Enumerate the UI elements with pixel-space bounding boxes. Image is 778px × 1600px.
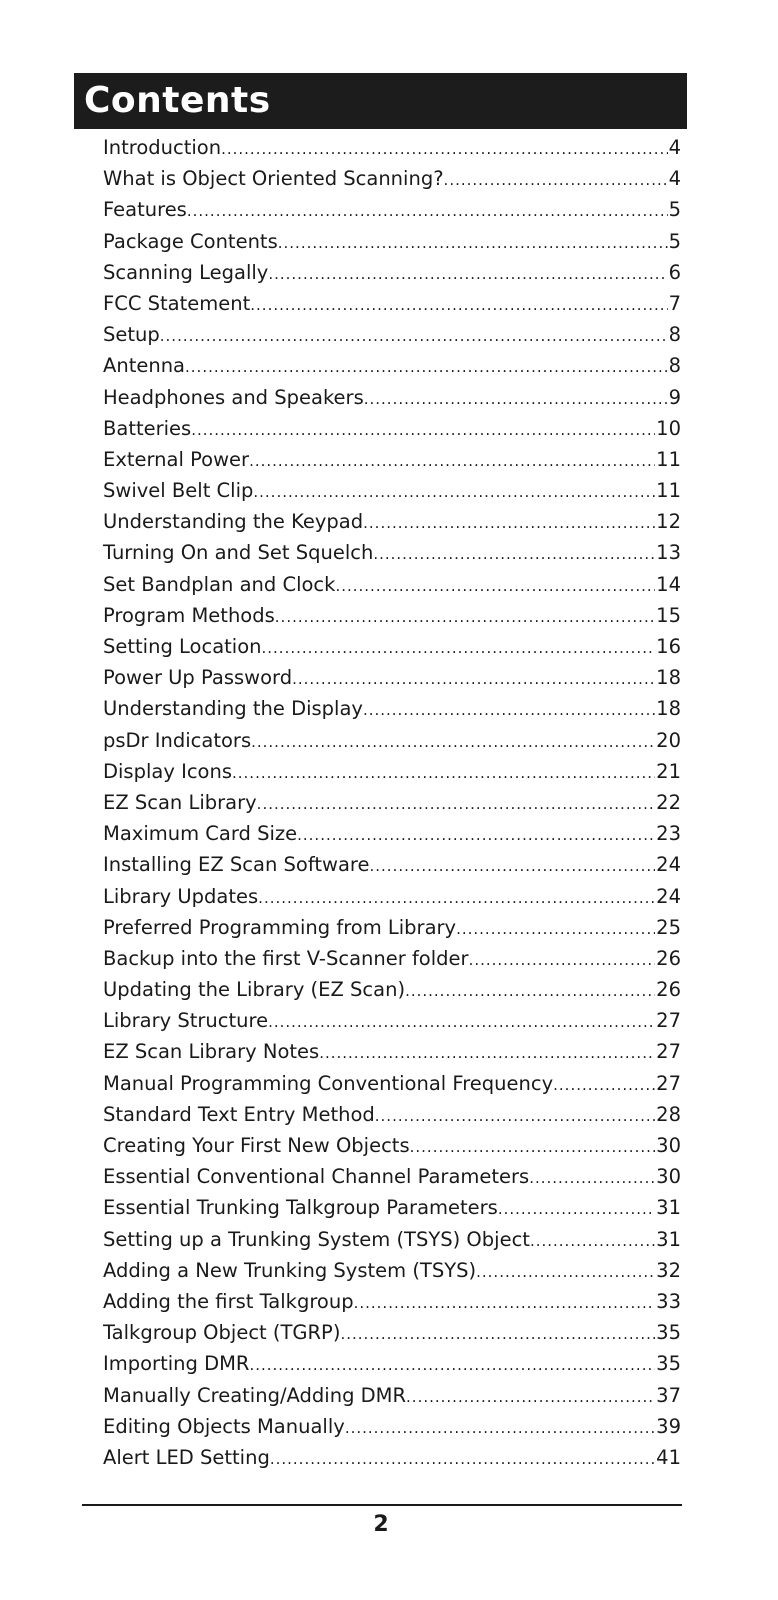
dot-leader (251, 727, 655, 756)
toc-entry[interactable] (103, 1192, 681, 1223)
dot-leader (363, 508, 655, 537)
dot-leader (335, 571, 655, 600)
toc-entry-page: 12 (656, 510, 681, 534)
dot-leader (249, 446, 655, 475)
dot-leader (363, 695, 655, 724)
toc-entry-page: 4 (668, 167, 681, 191)
toc-entry-title: Adding a New Trunking System (TSYS) (103, 1258, 477, 1282)
dot-leader (258, 883, 655, 912)
dot-leader (249, 1350, 655, 1379)
toc-entry-page: 35 (656, 1321, 681, 1345)
toc-entry-page: 25 (656, 915, 681, 939)
toc-entry[interactable] (103, 506, 681, 537)
dot-leader (373, 539, 655, 568)
toc-entry-page: 4 (668, 136, 681, 159)
toc-entry-page: 26 (656, 946, 681, 970)
toc-entry[interactable] (103, 1130, 681, 1161)
dot-leader (456, 914, 655, 943)
toc-entry-title: Scanning Legally (103, 260, 269, 284)
page-number: 2 (373, 1512, 389, 1537)
toc-entry-title: Batteries (103, 416, 192, 440)
toc-entry-title: Swivel Belt Clip (103, 479, 254, 503)
toc-entry[interactable] (103, 974, 681, 1005)
toc-entry-title: Introduction (103, 136, 222, 159)
dot-leader (405, 976, 655, 1005)
toc-entry[interactable] (103, 943, 681, 974)
table-of-contents (103, 132, 681, 1473)
toc-entry-page: 18 (656, 666, 681, 690)
dot-leader (275, 602, 655, 631)
toc-entry[interactable] (103, 537, 681, 568)
toc-entry-title: EZ Scan Library (103, 790, 257, 814)
toc-entry-page: 5 (668, 229, 681, 253)
toc-entry-title: Editing Objects Manually (103, 1414, 345, 1438)
toc-entry-title: Importing DMR (103, 1352, 250, 1376)
toc-entry-title: Set Bandplan and Clock (103, 572, 336, 596)
toc-entry[interactable] (103, 132, 681, 163)
toc-entry[interactable] (103, 257, 681, 288)
toc-entry-title: Understanding the Keypad (103, 510, 364, 534)
toc-entry[interactable] (103, 600, 681, 631)
toc-entry-title: Program Methods (103, 603, 275, 627)
toc-entry-title: What is Object Oriented Scanning? (103, 167, 444, 191)
dot-leader (232, 758, 655, 787)
toc-entry[interactable] (103, 818, 681, 849)
toc-entry[interactable] (103, 1099, 681, 1130)
toc-entry-page: 37 (656, 1383, 681, 1407)
toc-entry-page: 11 (656, 447, 681, 471)
dot-leader (319, 1038, 655, 1067)
toc-entry[interactable] (103, 1005, 681, 1036)
dot-leader (185, 352, 668, 381)
toc-entry-page: 41 (656, 1445, 681, 1469)
toc-entry[interactable] (103, 382, 681, 413)
dot-leader (370, 851, 656, 880)
toc-entry-page: 31 (656, 1196, 681, 1220)
dot-leader (221, 134, 667, 163)
toc-entry-page: 14 (656, 572, 681, 596)
dot-leader (553, 1070, 655, 1099)
toc-entry[interactable] (103, 413, 681, 444)
toc-entry-page: 10 (656, 416, 681, 440)
toc-entry-title: Setting Location (103, 635, 262, 658)
toc-entry[interactable] (103, 787, 681, 818)
toc-entry[interactable] (103, 288, 681, 319)
toc-entry-title: Maximum Card Size (103, 822, 298, 846)
dot-leader (345, 1413, 655, 1442)
toc-entry[interactable] (103, 662, 681, 693)
toc-entry-page: 35 (656, 1352, 681, 1376)
toc-entry-title: Manual Programming Conventional Frequency (103, 1071, 554, 1095)
toc-entry-title: Power Up Password (103, 666, 293, 690)
toc-entry-title: Essential Trunking Talkgroup Parameters (103, 1196, 498, 1220)
toc-entry-page: 6 (668, 260, 681, 284)
toc-entry[interactable] (103, 1442, 681, 1473)
dot-leader (292, 664, 655, 693)
toc-entry-title: FCC Statement (103, 291, 251, 315)
toc-entry-page: 7 (668, 291, 681, 315)
toc-entry[interactable] (103, 1411, 681, 1442)
toc-entry-page: 8 (668, 354, 681, 378)
toc-entry-title: Library Structure (103, 1009, 269, 1033)
toc-entry[interactable] (103, 1255, 681, 1286)
toc-entry-title: psDr Indicators (103, 728, 252, 752)
footer-divider (82, 1504, 682, 1506)
toc-entry-title: Antenna (103, 354, 186, 378)
toc-entry[interactable] (103, 1286, 681, 1317)
dot-leader (297, 820, 655, 849)
toc-entry-title: External Power (103, 447, 250, 471)
toc-entry[interactable] (103, 881, 681, 912)
dot-leader (160, 321, 668, 350)
toc-entry-title: Headphones and Speakers (103, 385, 364, 409)
toc-entry-page: 27 (656, 1009, 681, 1033)
toc-entry[interactable] (103, 912, 681, 943)
toc-entry[interactable] (103, 849, 681, 880)
toc-entry-page: 39 (656, 1414, 681, 1438)
toc-entry-page: 22 (656, 790, 681, 814)
toc-entry[interactable] (103, 163, 681, 194)
toc-entry[interactable] (103, 1224, 681, 1255)
dot-leader (278, 228, 668, 257)
toc-entry[interactable] (103, 319, 681, 350)
dot-leader (187, 196, 668, 225)
toc-entry-page: 28 (656, 1102, 681, 1126)
toc-entry-title: Setting up a Trunking System (TSYS) Object (103, 1227, 530, 1251)
toc-entry-title: Preferred Programming from Library (103, 915, 457, 939)
dot-leader (406, 1382, 655, 1411)
dot-leader (529, 1163, 655, 1192)
contents-header-bar (74, 73, 687, 129)
dot-leader (354, 1288, 656, 1317)
dot-leader (469, 945, 656, 974)
toc-entry-title: Setup (103, 323, 160, 347)
toc-entry[interactable] (103, 226, 681, 257)
toc-entry-page: 31 (656, 1227, 681, 1251)
toc-entry[interactable] (103, 194, 681, 225)
toc-entry-page: 33 (656, 1289, 681, 1313)
toc-entry[interactable] (103, 444, 681, 475)
toc-entry[interactable] (103, 1161, 681, 1192)
toc-entry-title: Installing EZ Scan Software (103, 853, 370, 877)
toc-entry-page: 30 (656, 1165, 681, 1189)
toc-entry-page: 11 (656, 479, 681, 503)
toc-entry-title: Adding the first Talkgroup (103, 1289, 354, 1313)
toc-entry[interactable] (103, 756, 681, 787)
toc-entry-title: Manually Creating/Adding DMR (103, 1383, 407, 1407)
dot-leader (530, 1226, 655, 1255)
toc-entry[interactable] (103, 1380, 681, 1411)
dot-leader (253, 477, 655, 506)
toc-entry-page: 13 (656, 541, 681, 565)
toc-entry-title: Talkgroup Object (TGRP) (103, 1321, 341, 1345)
page-title: Contents (84, 80, 271, 121)
toc-entry-title: Library Updates (103, 884, 259, 908)
toc-entry[interactable] (103, 693, 681, 724)
dot-leader (444, 165, 668, 194)
toc-entry-title: Features (103, 198, 187, 222)
toc-entry-page: 21 (656, 759, 681, 783)
toc-entry[interactable] (103, 1348, 681, 1379)
toc-entry-page: 20 (656, 728, 681, 752)
toc-entry-page: 23 (656, 822, 681, 846)
toc-entry[interactable] (103, 631, 681, 662)
toc-entry[interactable] (103, 1068, 681, 1099)
toc-entry-title: Updating the Library (EZ Scan) (103, 978, 406, 1002)
toc-entry-title: Turning On and Set Squelch (103, 541, 374, 565)
toc-entry-title: Display Icons (103, 759, 232, 783)
toc-entry-title: Backup into the first V-Scanner folder (103, 946, 469, 970)
dot-leader (476, 1257, 655, 1286)
toc-entry-page: 26 (656, 978, 681, 1002)
dot-leader (262, 633, 656, 662)
dot-leader (268, 259, 667, 288)
toc-entry-page: 24 (656, 853, 681, 877)
toc-entry-page: 30 (656, 1134, 681, 1157)
toc-entry-page: 16 (656, 635, 681, 658)
toc-entry-page: 27 (656, 1040, 681, 1064)
toc-entry-title: Understanding the Display (103, 697, 363, 721)
dot-leader (268, 1007, 655, 1036)
toc-entry[interactable] (103, 1036, 681, 1067)
toc-entry-page: 9 (668, 385, 681, 409)
toc-entry-title: Standard Text Entry Method (103, 1102, 375, 1126)
dot-leader (257, 789, 656, 818)
toc-entry-page: 18 (656, 697, 681, 721)
dot-leader (498, 1194, 655, 1223)
toc-entry-page: 32 (656, 1258, 681, 1282)
toc-entry-title: Alert LED Setting (103, 1445, 270, 1469)
toc-entry-page: 27 (656, 1071, 681, 1095)
toc-entry-title: Creating Your First New Objects (103, 1134, 410, 1157)
toc-entry[interactable] (103, 1317, 681, 1348)
toc-entry-title: Essential Conventional Channel Parameters (103, 1165, 530, 1189)
toc-entry-page: 5 (668, 198, 681, 222)
toc-entry-title: EZ Scan Library Notes (103, 1040, 320, 1064)
toc-entry-title: Package Contents (103, 229, 278, 253)
dot-leader (270, 1444, 655, 1473)
toc-entry-page: 8 (668, 323, 681, 347)
dot-leader (364, 384, 668, 413)
dot-leader (410, 1132, 656, 1161)
dot-leader (191, 415, 655, 444)
toc-entry[interactable] (103, 350, 681, 381)
toc-entry[interactable] (103, 475, 681, 506)
toc-entry[interactable] (103, 569, 681, 600)
dot-leader (375, 1101, 655, 1130)
dot-leader (340, 1319, 655, 1348)
toc-entry-page: 24 (656, 884, 681, 908)
toc-entry-page: 15 (656, 603, 681, 627)
dot-leader (250, 290, 667, 319)
toc-entry[interactable] (103, 725, 681, 756)
